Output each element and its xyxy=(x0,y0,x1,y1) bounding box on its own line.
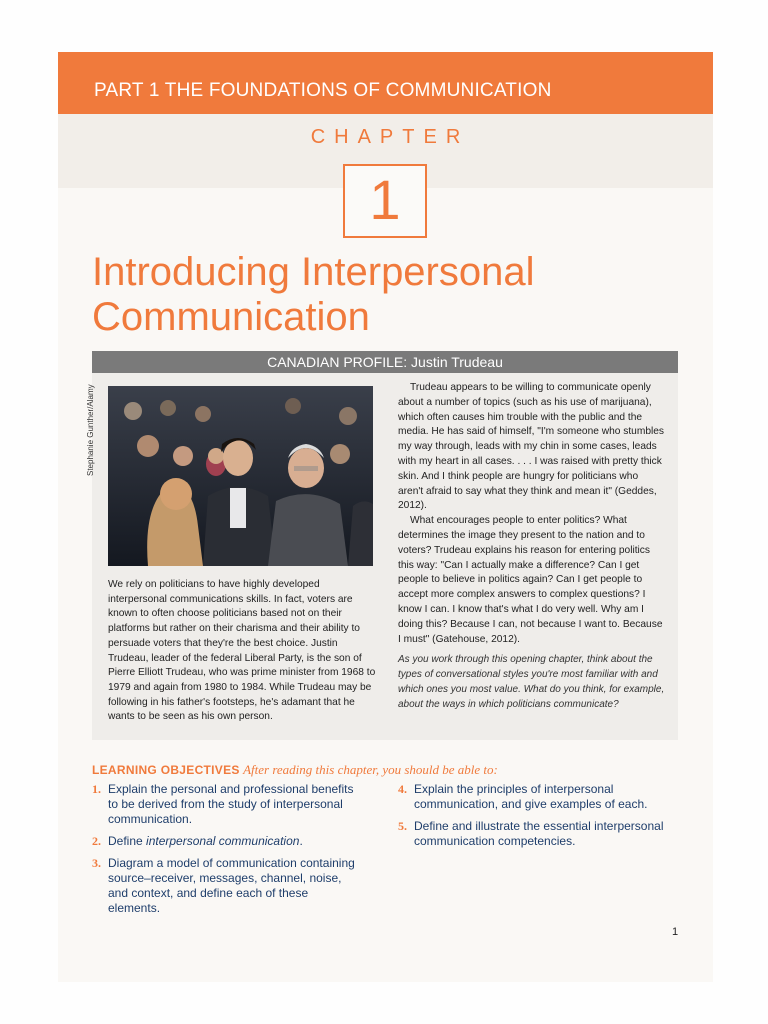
learning-objective xyxy=(92,782,362,827)
learning-objectives-left xyxy=(92,782,362,923)
learning-objectives-right xyxy=(398,782,668,856)
chapter-title-line-1: Introducing Interpersonal xyxy=(92,250,535,294)
chapter-title-line-2: Communication xyxy=(92,295,370,339)
objective-text: Define and illustrate the essential interpersonal communication competencies. xyxy=(414,819,664,848)
page-number: 1 xyxy=(672,926,679,938)
objective-number: 1. xyxy=(92,782,101,796)
objective-text: Define xyxy=(108,834,147,848)
profile-photo xyxy=(108,386,373,566)
profile-reflection-prompt: As you work through this opening chapter, think about the types of conversational styles you're most familiar with and which ones you most value. What do you think, for example, about the ways in which politicians communicate? xyxy=(398,654,665,710)
objective-number: 5. xyxy=(398,819,407,833)
profile-paragraph: What encourages people to enter politics? What determines the image they present to the nation and to voters? Trudeau explains his reason for entering politics this way: "Can I actually make a difference? Can I get people to believe in politics again? Can I get people to accept more complex answers to complex questions? I know I can. I know that's what I do very well. Why am I doing this? Because I can, not because I want to. Because I must" (Gatehouse, 2012). xyxy=(398,515,663,645)
objective-text: Explain the personal and professional benefits to be derived from the study of interpersonal communication. xyxy=(108,782,354,826)
learning-objectives-heading xyxy=(92,762,498,778)
profile-paragraph: Trudeau appears to be willing to communicate openly about a number of topics (such as his use of marijuana), which often causes him trouble with the public and the media. He has said of himself, "I'm someone who stumbles my way through, leads with my chin in some cases, leads with my heart in all cases. . . . I was raised with pretty thick skin. And I think people are hungry for politicians who aren't afraid to say what they think and mean it" (Geddes, 2012). xyxy=(398,382,665,512)
learning-objective xyxy=(398,782,668,812)
objective-number: 4. xyxy=(398,782,407,796)
learning-objectives-intro: After reading this chapter, you should be able to: xyxy=(243,762,498,777)
profile-header: CANADIAN PROFILE: Justin Trudeau xyxy=(92,351,678,373)
objective-number: 3. xyxy=(92,856,101,870)
part-title: PART 1 THE FOUNDATIONS OF COMMUNICATION xyxy=(94,80,552,101)
photo-credit: Stephanie Gunther/Alamy xyxy=(86,384,95,476)
chapter-number: 1 xyxy=(369,168,401,231)
photo-illustration xyxy=(108,386,373,566)
learning-objectives-label: LEARNING OBJECTIVES xyxy=(92,763,240,777)
learning-objective xyxy=(92,834,362,849)
objective-text: . xyxy=(299,834,303,848)
chapter-label: CHAPTER xyxy=(310,126,470,148)
learning-objective xyxy=(398,819,668,849)
profile-body xyxy=(398,381,666,713)
objective-emphasis: interpersonal communication xyxy=(146,834,300,848)
objective-number: 2. xyxy=(92,834,101,848)
learning-objective xyxy=(92,856,362,916)
objective-text: Diagram a model of communication containing source–receiver, messages, channel, noise, and context, and define each of these elements. xyxy=(108,856,355,915)
objective-text: Explain the principles of interpersonal communication, and give examples of each. xyxy=(414,782,648,811)
profile-intro-text: We rely on politicians to have highly developed interpersonal communications skills. In fact, voters are known to often choose politicians based not on their platforms but rather on their charisma and their ability to persuade voters that they're the best choice. Justin Trudeau, leader of the federal Liberal Party, is the son of Pierre Elliott Trudeau, who was prime minister from 1968 to 1979 and again from 1980 to 1984. While Trudeau may be following in his father's footsteps, he's adamant that he wants to be seen as his own person. xyxy=(108,579,376,723)
chapter-title xyxy=(92,250,535,340)
